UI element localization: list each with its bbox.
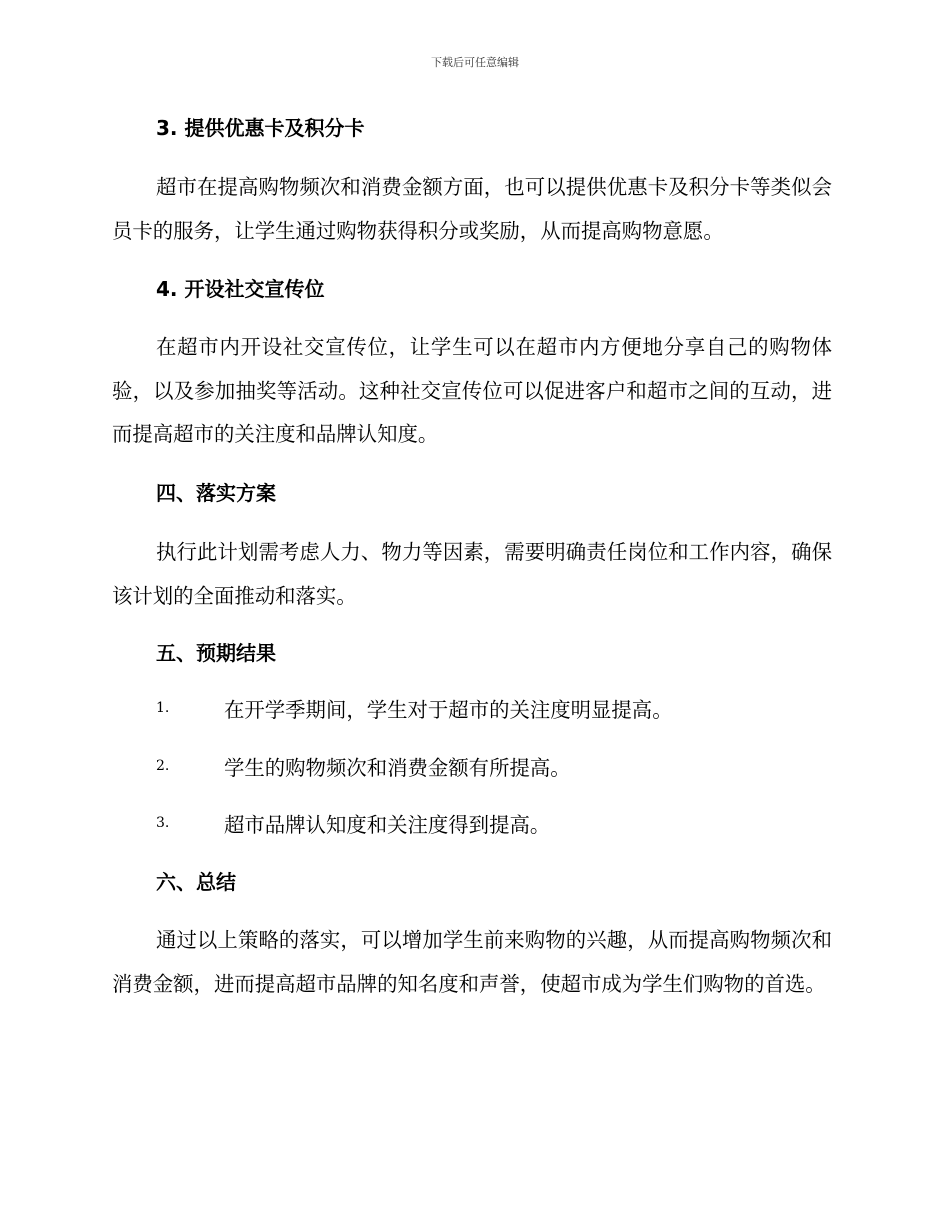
list-number: 2. [156,758,170,774]
paragraph-3: 超市在提高购物频次和消费金额方面，也可以提供优惠卡及积分卡等类似会员卡的服务，让学生通过购物获得积分或奖励，从而提高购物意愿。 [112,175,832,243]
page-header: 下载后可任意编辑 [431,56,519,69]
list-item [156,695,832,725]
section-heading-4: 4. 开设社交宣传位 [156,277,325,301]
list-text: 在开学季期间，学生对于超市的关注度明显提高。 [224,698,673,722]
list-text: 学生的购物频次和消费金额有所提高。 [224,756,571,780]
paragraph-summary: 通过以上策略的落实，可以增加学生前来购物的兴趣，从而提高购物频次和消费金额，进而提高超市品牌的知名度和声誉，使超市成为学生们购物的首选。 [112,928,832,996]
paragraph-4: 在超市内开设社交宣传位，让学生可以在超市内方便地分享自己的购物体验，以及参加抽奖等活动。这种社交宣传位可以促进客户和超市之间的互动，进而提高超市的关注度和品牌认知度。 [112,335,832,446]
section-heading-implementation: 四、落实方案 [156,481,276,505]
section-heading-expected-results: 五、预期结果 [156,641,276,665]
list-text: 超市品牌认知度和关注度得到提高。 [224,813,551,837]
list-number: 1. [156,700,170,716]
section-heading-3: 3. 提供优惠卡及积分卡 [156,116,365,140]
list-item [156,810,832,840]
paragraph-implementation: 执行此计划需考虑人力、物力等因素，需要明确责任岗位和工作内容，确保该计划的全面推动和落实。 [112,540,832,608]
list-item [156,753,832,783]
list-number: 3. [156,815,170,831]
section-heading-summary: 六、总结 [156,870,236,894]
